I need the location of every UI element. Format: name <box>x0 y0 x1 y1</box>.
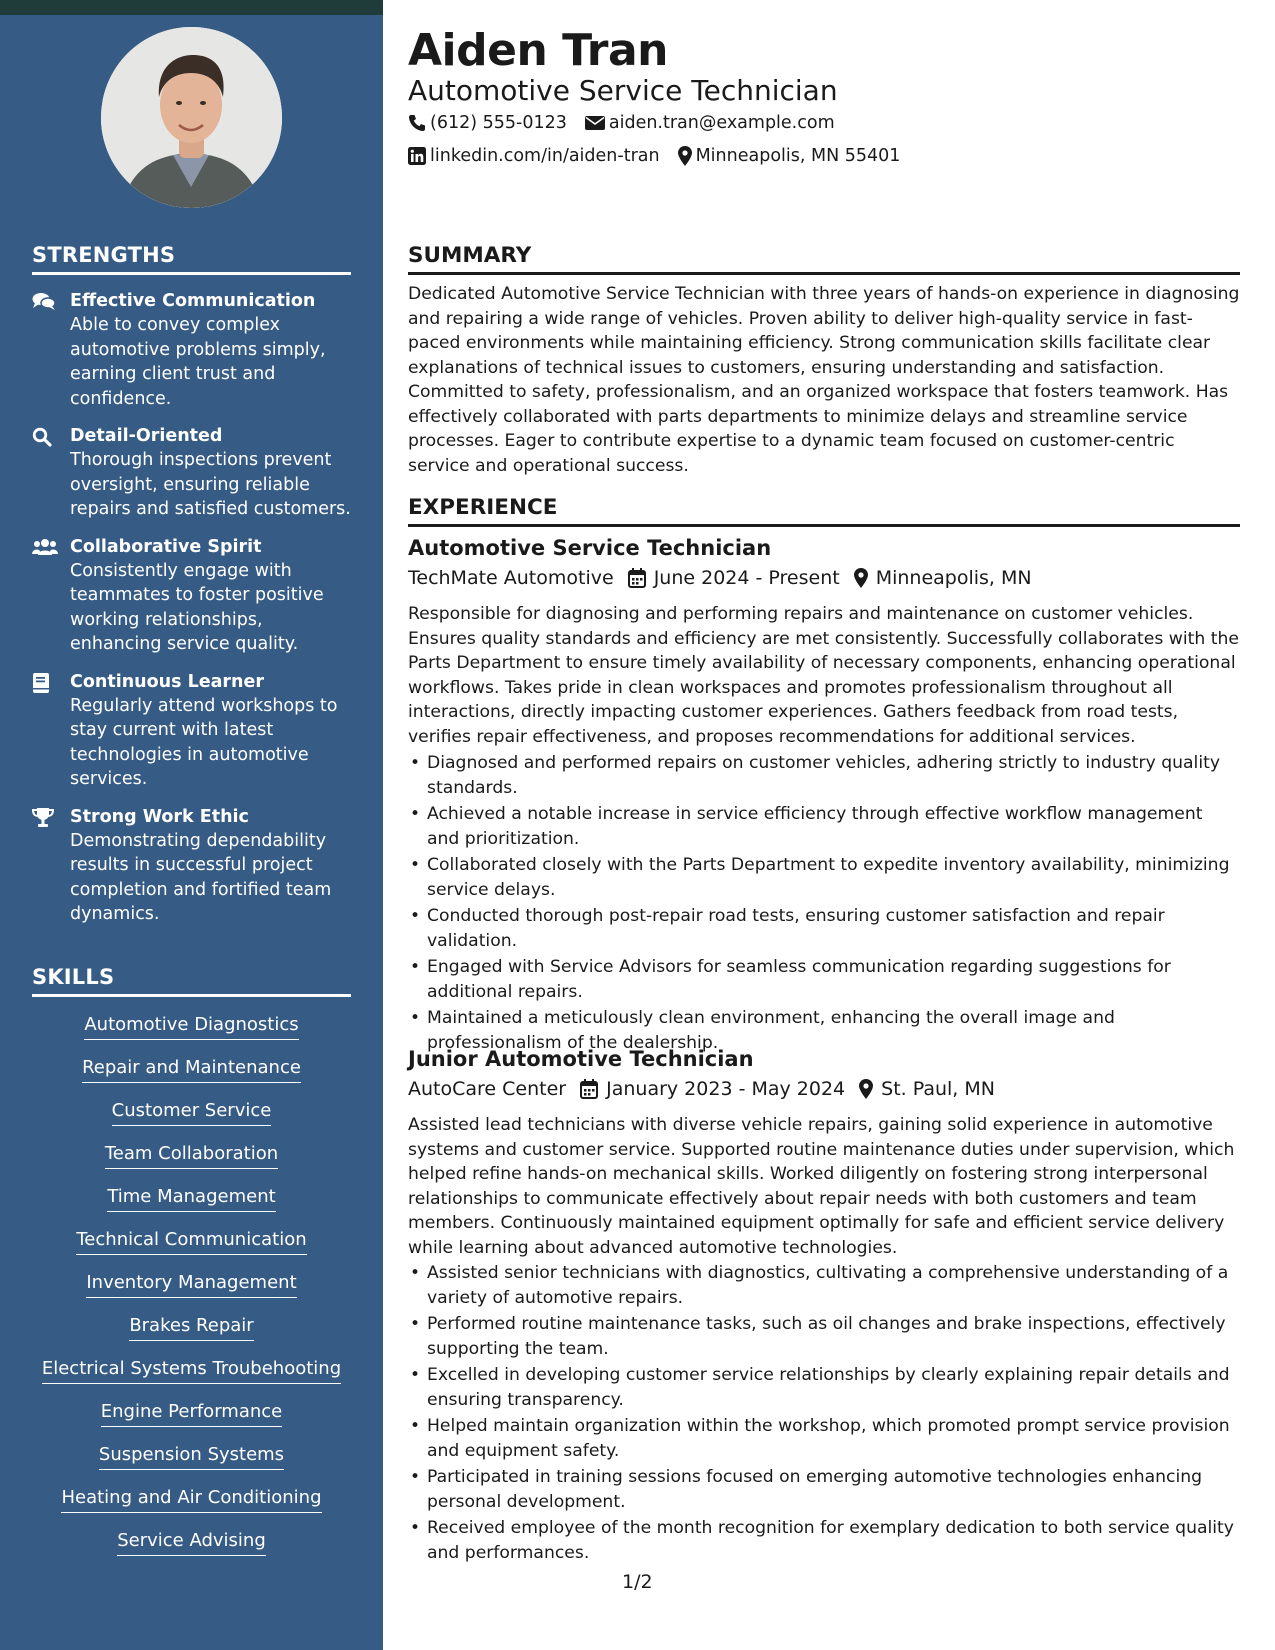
profile-photo <box>101 27 282 208</box>
location-text: Minneapolis, MN 55401 <box>695 146 901 166</box>
skill-item: Electrical Systems Troubehooting <box>32 1357 351 1400</box>
summary-text: Dedicated Automotive Service Technician with three years of hands-on experience in diagnosing and repairing a wide range of vehicles. Proven ability to deliver high-quality service in fast-paced environments while maintaining efficiency. Strong communication skills facilitate clear explanations of technical issues to customers, ensuring understanding and satisfaction. Committed to safety, professionalism, and an organized workspace that fosters teamwork. Has effectively collaborated with parts departments to minimize delays and streamline service processes. Eager to contribute expertise to a dynamic team focused on customer-centric service and operational success. <box>408 284 1240 476</box>
strengths-section <box>32 243 351 927</box>
strengths-heading: STRENGTHS <box>32 243 351 275</box>
search-icon <box>32 424 70 522</box>
job-meta <box>408 567 1046 589</box>
job-title: Automotive Service Technician <box>408 536 772 560</box>
strength-desc: Thorough inspections prevent oversight, ensuring reliable repairs and satisfied customers. <box>70 450 351 519</box>
contact-row <box>408 113 853 133</box>
comments-icon <box>32 289 70 411</box>
linkedin-icon <box>408 147 426 165</box>
strength-title: Continuous Learner <box>70 671 265 692</box>
list-item: • Maintained a meticulously clean environment, enhancing the overall image and professionalism of the dealership. <box>408 1006 1240 1055</box>
strength-item <box>32 289 351 411</box>
job-description: Responsible for diagnosing and performing repairs and maintenance on customer vehicles. Ensures quality standards and efficiency are met consistently. Successfully collaborates with the Parts Department to ensure timely availability of necessary components, enhancing operational workflows. Takes pride in clean workspaces and promotes professionalism throughout all interactions, directly impacting customer experiences. Gathers feedback from road tests, verifies repair effectiveness, and proposes recommendations for additional services. <box>408 604 1239 747</box>
job-location: St. Paul, MN <box>859 1078 995 1100</box>
phone-icon <box>408 114 426 132</box>
skills-list <box>32 1013 351 1572</box>
strength-item <box>32 670 351 792</box>
strength-item <box>32 424 351 522</box>
job-dates: June 2024 - Present <box>628 567 840 589</box>
strength-desc: Demonstrating dependability results in successful project completion and fortified team dynamics. <box>70 830 332 924</box>
job-company: AutoCare Center <box>408 1078 567 1100</box>
list-item: • Participated in training sessions focused on emerging automotive technologies enhancing personal development. <box>408 1465 1240 1514</box>
sidebar <box>0 0 383 1650</box>
skill-item: Brakes Repair <box>32 1314 351 1357</box>
strength-item <box>32 805 351 927</box>
list-item: • Conducted thorough post-repair road tests, ensuring customer satisfaction and repair validation. <box>408 904 1240 953</box>
map-pin-icon <box>859 1079 873 1099</box>
strength-desc: Consistently engage with teammates to foster positive working relationships, enhancing service quality. <box>70 560 324 654</box>
job-meta <box>408 1078 1009 1100</box>
location-contact <box>678 146 901 166</box>
email-contact[interactable] <box>585 113 835 133</box>
skill-item: Customer Service <box>32 1099 351 1142</box>
strength-title: Collaborative Spirit <box>70 536 262 557</box>
list-item: • Performed routine maintenance tasks, such as oil changes and brake inspections, effectively supporting the team. <box>408 1312 1240 1361</box>
linkedin-text: linkedin.com/in/aiden-tran <box>430 146 660 166</box>
strength-item <box>32 535 351 657</box>
skills-heading: SKILLS <box>32 965 351 997</box>
list-item: • Collaborated closely with the Parts Department to expedite inventory availability, minimizing service delays. <box>408 853 1240 902</box>
skill-item: Time Management <box>32 1185 351 1228</box>
job-bullets <box>408 751 1240 1057</box>
linkedin-contact[interactable] <box>408 146 660 166</box>
skills-section <box>32 965 351 1572</box>
skill-item: Inventory Management <box>32 1271 351 1314</box>
calendar-icon <box>628 568 646 588</box>
skill-item: Engine Performance <box>32 1400 351 1443</box>
job-location: Minneapolis, MN <box>854 567 1032 589</box>
list-item: • Received employee of the month recognition for exemplary dedication to both service quality and performances. <box>408 1516 1240 1565</box>
list-item: • Engaged with Service Advisors for seamless communication regarding suggestions for additional repairs. <box>408 955 1240 1004</box>
sidebar-top-bar <box>0 0 383 15</box>
contact-row <box>408 146 918 166</box>
list-item: • Achieved a notable increase in service efficiency through effective workflow management and prioritization. <box>408 802 1240 851</box>
list-item: • Assisted senior technicians with diagnostics, cultivating a comprehensive understanding of a variety of automotive repairs. <box>408 1261 1240 1310</box>
strength-title: Detail-Oriented <box>70 426 223 446</box>
strength-title: Effective Communication <box>70 291 316 311</box>
job-description: Assisted lead technicians with diverse vehicle repairs, gaining solid experience in automotive systems and customer service. Supported routine maintenance duties under supervision, which helped refine hands-on mechanical skills. Worked diligently on fostering strong interpersonal relationships to communicate effectively about repair needs with both customers and team members. Continuously maintained equipment optimally for safe and efficient service delivery while learning about advanced automotive technologies. <box>408 1115 1235 1258</box>
strength-title: Strong Work Ethic <box>70 806 249 827</box>
experience-heading: EXPERIENCE <box>408 495 1240 527</box>
candidate-name: Aiden Tran <box>408 25 669 76</box>
job-company: TechMate Automotive <box>408 567 614 589</box>
strength-desc: Regularly attend workshops to stay current with latest technologies in automotive services. <box>70 695 338 789</box>
skill-item: Repair and Maintenance <box>32 1056 351 1099</box>
book-icon <box>32 670 70 792</box>
page-number: 1/2 <box>622 1571 653 1593</box>
list-item: • Diagnosed and performed repairs on customer vehicles, adhering strictly to industry quality standards. <box>408 751 1240 800</box>
skill-item: Suspension Systems <box>32 1443 351 1486</box>
skill-item: Heating and Air Conditioning <box>32 1486 351 1529</box>
list-item: • Excelled in developing customer service relationships by clearly explaining repair details and ensuring transparency. <box>408 1363 1240 1412</box>
map-pin-icon <box>678 146 692 166</box>
users-icon <box>32 535 70 657</box>
phone-contact[interactable] <box>408 113 567 133</box>
job-bullets <box>408 1261 1240 1567</box>
strength-desc: Able to convey complex automotive problems simply, earning client trust and confidence. <box>70 315 326 409</box>
skill-item: Technical Communication <box>32 1228 351 1271</box>
skill-item: Service Advising <box>32 1529 351 1572</box>
envelope-icon <box>585 115 605 131</box>
job-title: Junior Automotive Technician <box>408 1047 754 1071</box>
calendar-icon <box>580 1079 598 1099</box>
skill-item: Team Collaboration <box>32 1142 351 1185</box>
trophy-icon <box>32 805 70 927</box>
summary-heading: SUMMARY <box>408 243 1240 275</box>
job-dates: January 2023 - May 2024 <box>580 1078 845 1100</box>
phone-text: (612) 555-0123 <box>430 113 567 133</box>
candidate-title: Automotive Service Technician <box>408 74 838 107</box>
skill-item: Automotive Diagnostics <box>32 1013 351 1056</box>
map-pin-icon <box>854 568 868 588</box>
list-item: • Helped maintain organization within the workshop, which promoted prompt service provision and equipment safety. <box>408 1414 1240 1463</box>
email-text: aiden.tran@example.com <box>608 113 835 133</box>
